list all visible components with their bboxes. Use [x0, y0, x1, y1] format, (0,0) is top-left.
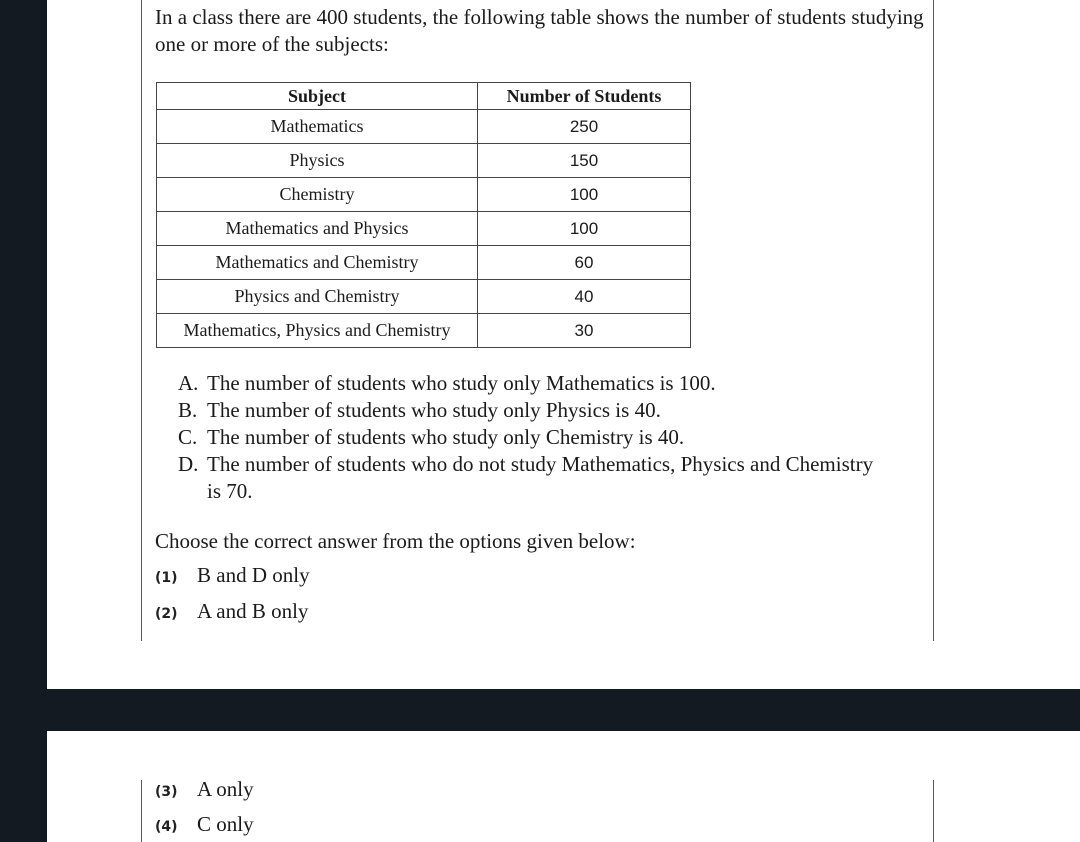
option-text: C only [197, 812, 254, 836]
table-row [157, 110, 691, 144]
statement-c [178, 424, 878, 451]
cell-subject: Mathematics, Physics and Chemistry [157, 314, 478, 348]
option-text: B and D only [197, 563, 310, 587]
cell-count: 150 [478, 144, 691, 178]
option-3[interactable] [155, 777, 254, 802]
statement-a [178, 370, 878, 397]
option-number: (2) [155, 606, 178, 622]
statement-label: B. [178, 398, 198, 422]
option-1[interactable] [155, 563, 310, 588]
table-header-row [157, 83, 691, 110]
cell-subject: Mathematics and Chemistry [157, 246, 478, 280]
statement-label: A. [178, 371, 199, 395]
statement-text: The number of students who study only Physics is 40. [207, 398, 661, 422]
question-text: In a class there are 400 students, the following table shows the number of students studying one or more of the subjects: [155, 5, 924, 56]
table-row [157, 246, 691, 280]
statement-text: The number of students who do not study Mathematics, Physics and Chemistry is 70. [207, 452, 874, 503]
table-row [157, 212, 691, 246]
statement-b [178, 397, 878, 424]
cell-subject: Chemistry [157, 178, 478, 212]
cell-subject: Physics and Chemistry [157, 280, 478, 314]
table-row [157, 280, 691, 314]
cell-count: 100 [478, 178, 691, 212]
option-text: A and B only [197, 599, 309, 623]
cell-count: 250 [478, 110, 691, 144]
statement-text: The number of students who study only Chemistry is 40. [207, 425, 685, 449]
option-number: (1) [155, 570, 178, 586]
cell-subject: Mathematics and Physics [157, 212, 478, 246]
left-border-line-lower [141, 780, 142, 842]
header-number-of-students: Number of Students [478, 83, 691, 110]
subjects-table [156, 82, 691, 348]
left-border-line [141, 0, 142, 641]
header-subject: Subject [157, 83, 478, 110]
table-row [157, 144, 691, 178]
option-2[interactable] [155, 599, 308, 624]
cell-subject: Physics [157, 144, 478, 178]
cell-count: 40 [478, 280, 691, 314]
table-row [157, 314, 691, 348]
option-text: A only [197, 777, 254, 801]
statement-d [178, 451, 878, 505]
cell-count: 30 [478, 314, 691, 348]
right-border-line-lower [933, 780, 934, 842]
statement-label: C. [178, 425, 198, 449]
statement-list [178, 370, 878, 505]
statement-text: The number of students who study only Mathematics is 100. [207, 371, 716, 395]
statement-label: D. [178, 452, 199, 476]
option-number: (3) [155, 784, 178, 800]
cell-subject: Mathematics [157, 110, 478, 144]
cell-count: 100 [478, 212, 691, 246]
cell-count: 60 [478, 246, 691, 280]
option-4[interactable] [155, 812, 254, 837]
table-row [157, 178, 691, 212]
option-number: (4) [155, 819, 178, 835]
answer-prompt: Choose the correct answer from the options given below: [155, 529, 636, 553]
right-border-line [933, 0, 934, 641]
